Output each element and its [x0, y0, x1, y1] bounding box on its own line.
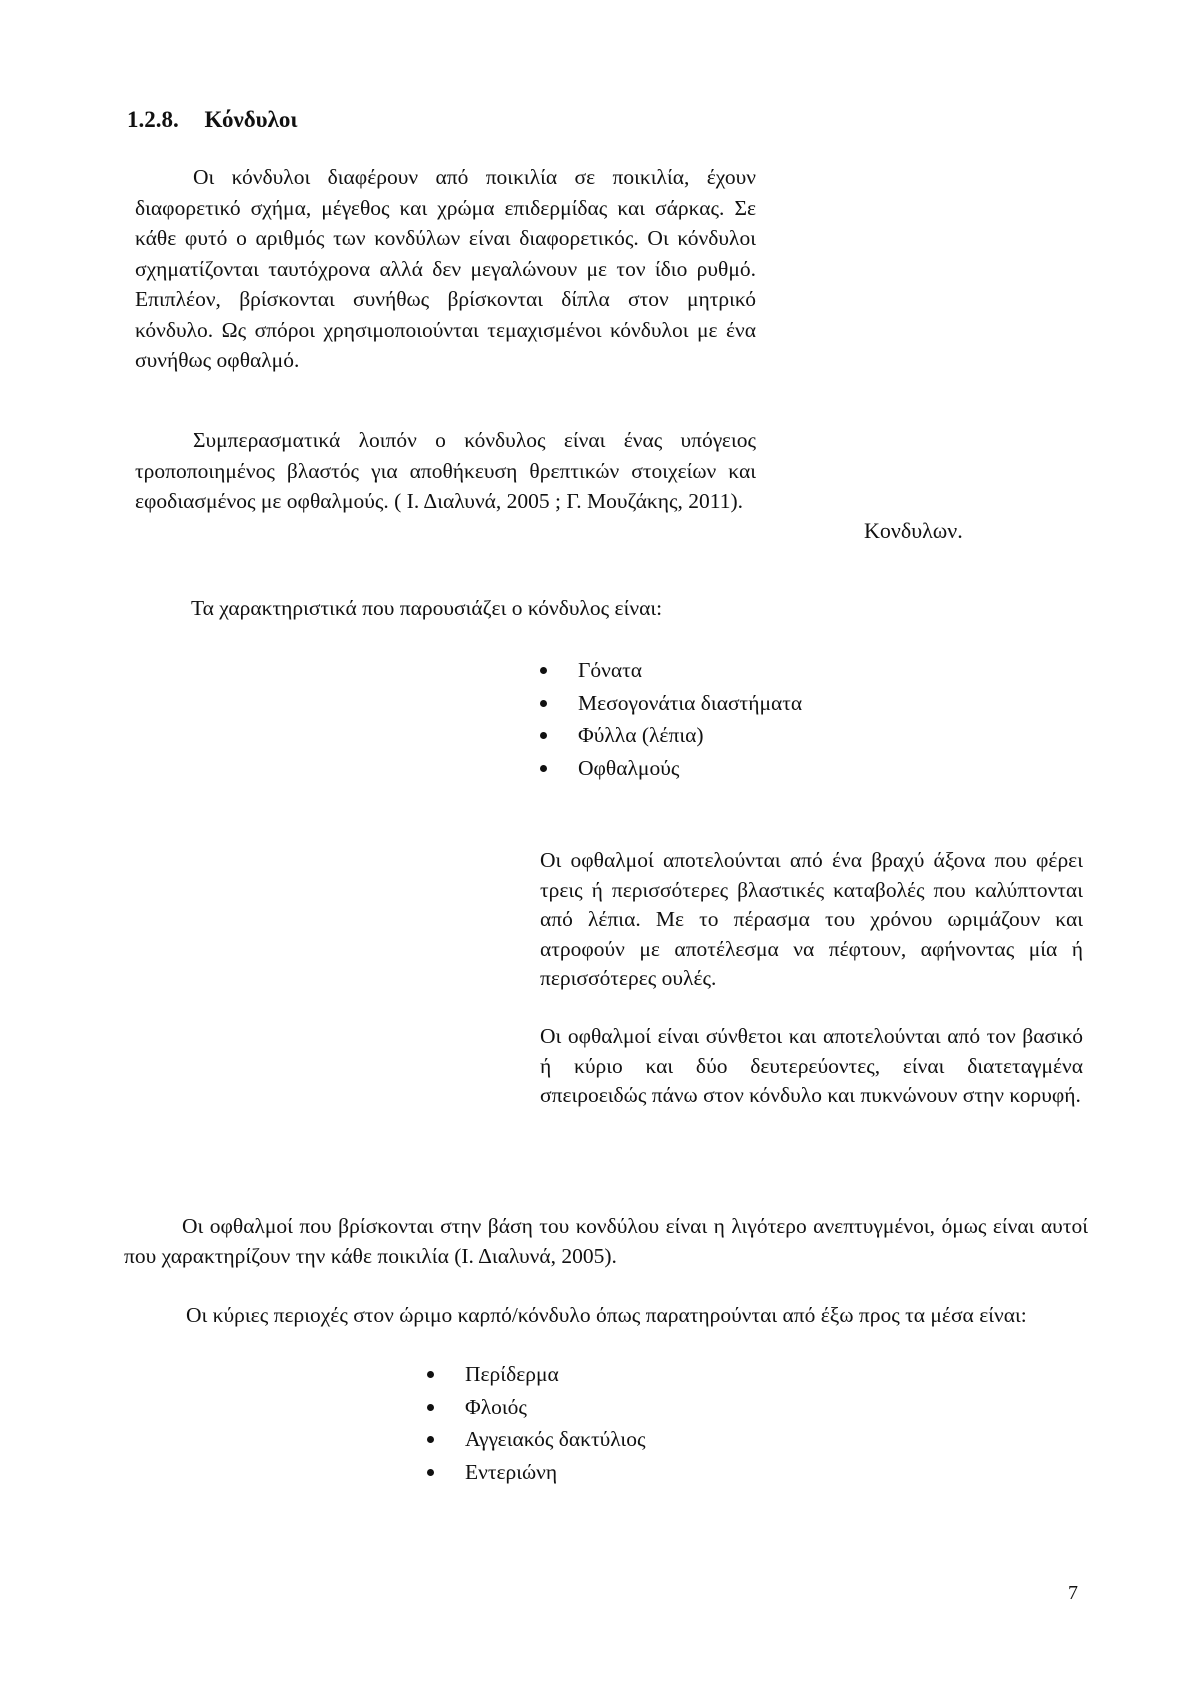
paragraph-basal-buds: Οι οφθαλμοί που βρίσκονται στην βάση του κονδύλου είναι η λιγότερο ανεπτυγμένοι, όμως είναι αυτοί που χαρακτηρίζουν την κάθε ποικιλία (Ι. Διαλυνά, 2005).: [124, 1214, 1088, 1268]
section-title: Κόνδυλοι: [204, 107, 298, 132]
list-item-label: Φλοιός: [465, 1394, 527, 1419]
paragraph-buds-structure: Οι οφθαλμοί αποτελούνται από ένα βραχύ άξονα που φέρει τρεις ή περισσότερες βλαστικές καταβολές που καλύπτονται από λέπια. Με το πέρασμα του χρόνου ωριμάζουν και ατροφούν με αποτέλεσμα να πέφτουν, αφήνοντας μία ή περισσότερες ουλές.: [540, 848, 1083, 990]
list-item: [427, 1423, 645, 1456]
list-item: [540, 654, 802, 687]
list-item-label: Περίδερμα: [465, 1362, 559, 1386]
bullet-icon: [540, 765, 547, 772]
list-item-label: Εντεριώνη: [465, 1459, 558, 1484]
bullet-icon: [427, 1469, 434, 1476]
paragraph-conclusion: Συμπερασματικά λοιπόν ο κόνδυλος είναι ένας υπόγειος τροποποιημένος βλαστός για αποθήκευση θρεπτικών στοιχείων και εφοδιασμένος με οφθαλμούς. ( Ι. Διαλυνά, 2005 ; Γ. Μουζάκης, 2011).: [135, 428, 756, 513]
section-number: 1.2.8.: [127, 107, 179, 132]
list-item-label: Μεσογονάτια διαστήματα: [578, 690, 803, 715]
bullet-icon: [427, 1404, 434, 1411]
list-item-label: Φύλλα (λέπια): [578, 723, 704, 747]
bullet-icon: [540, 732, 547, 739]
list-item-label: Γόνατα: [578, 658, 643, 682]
page-number: 7: [1068, 1582, 1078, 1604]
list-item-label: Οφθαλμούς: [578, 755, 680, 780]
characteristics-lead: Τα χαρακτηριστικά που παρουσιάζει ο κόνδυλος είναι:: [191, 596, 663, 620]
bullet-icon: [427, 1436, 434, 1443]
list-item: [427, 1391, 645, 1424]
list-item-label: Αγγειακός δακτύλιος: [465, 1427, 646, 1451]
section-heading: [127, 107, 298, 133]
paragraph-buds-arrangement: Οι οφθαλμοί είναι σύνθετοι και αποτελούνται από τον βασικό ή κύριο και δύο δευτερεύοντες, είναι διατεταγμένα σπειροειδώς πάνω στον κόνδυλο και πυκνώνουν στην κορυφή.: [540, 1024, 1083, 1107]
list-item: [427, 1358, 645, 1391]
bullet-icon: [540, 667, 547, 674]
figure-caption: Κονδυλων.: [864, 518, 963, 543]
paragraph-tuber-description: Οι κόνδυλοι διαφέρουν από ποικιλία σε ποικιλία, έχουν διαφορετικό σχήμα, μέγεθος και χρώμα επιδερμίδας και σάρκας. Σε κάθε φυτό ο αριθμός των κονδύλων είναι διαφορετικός. Οι κόνδυλοι σχηματίζονται ταυτόχρονα αλλά δεν μεγαλώνουν με τον ίδιο ρυθμό. Επιπλέον, βρίσκονται συνήθως βρίσκονται δίπλα στον μητρικό κόνδυλο. Ως σπόροι χρησιμοποιούνται τεμαχισμένοι κόνδυλοι με ένα συνήθως οφθαλμό.: [135, 165, 756, 372]
list-item: [427, 1456, 645, 1489]
list-item: [540, 719, 802, 752]
list-item: [540, 752, 802, 785]
bullet-icon: [540, 700, 547, 707]
regions-lead: Οι κύριες περιοχές στον ώριμο καρπό/κόνδυλο όπως παρατηρούνται από έξω προς τα μέσα είναι:: [186, 1303, 1027, 1327]
regions-list: [427, 1358, 645, 1488]
bullet-icon: [427, 1371, 434, 1378]
characteristics-list: [540, 654, 802, 784]
list-item: [540, 687, 802, 720]
